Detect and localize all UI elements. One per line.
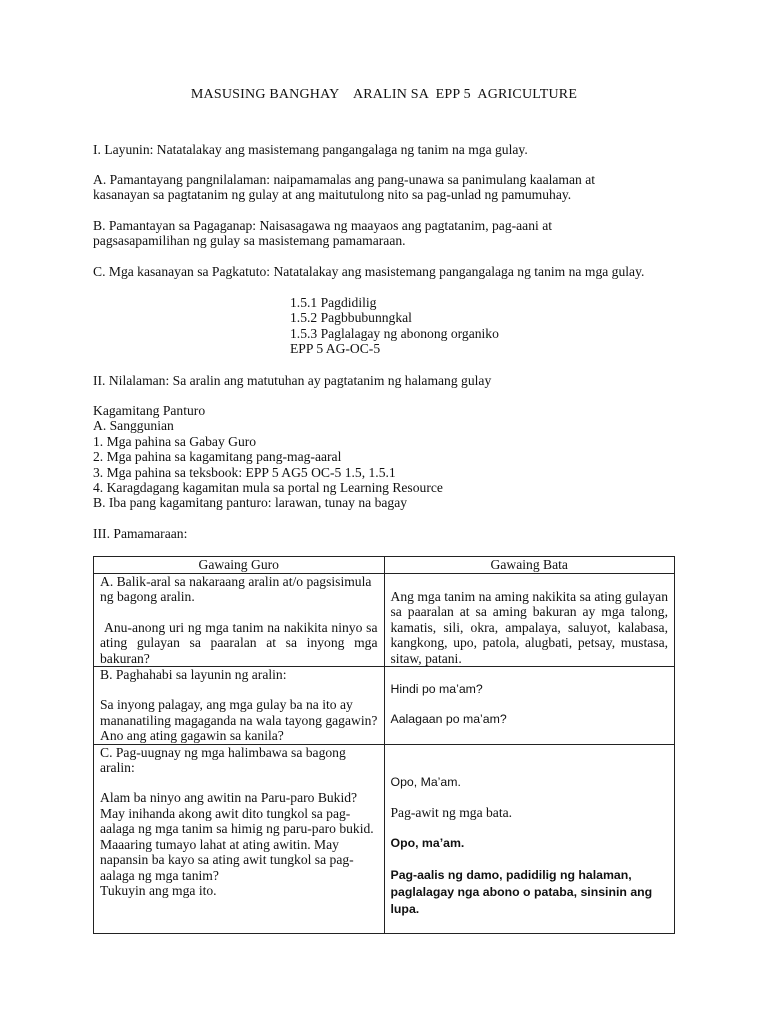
kasanayan: [93, 264, 683, 279]
pamamaraan: [93, 526, 683, 541]
layunin-text: I. Layunin: Natatalakay ang masistemang pangangalaga ng tanim na mga gulay.: [93, 142, 528, 157]
header-gawaing-guro: Gawaing Guro: [94, 557, 385, 574]
list-item: 1.5.3 Paglalagay ng abonong organiko: [290, 325, 499, 341]
list-item: 2. Mga pahina sa kagamitang pang-mag-aaral: [93, 449, 342, 465]
list-item: B. Iba pang kagamitang panturo: larawan, tunay na bagay: [93, 495, 408, 511]
pamantayang-pangnilalaman-line-2: kasanayan sa pagtatanim ng gulay at ang maitutulong nito sa pag-unlad ng pamumuhay.: [93, 187, 572, 203]
table-row: [94, 744, 675, 933]
list-item: 1. Mga pahina sa Gabay Guro: [93, 433, 257, 449]
table-row: [94, 574, 675, 667]
pamantayang-pangnilalaman-line-1: A. Pamantayang pangnilalaman: naipamamalas ang pang-unawa sa panimulang kaalaman at: [93, 172, 596, 187]
list-item: 4. Karagdagang kagamitan mula sa portal ng Learning Resource: [93, 480, 443, 496]
student-answer: Hindi po ma’am?: [390, 682, 483, 697]
pamantayan-sa-pagaganap-line-1: B. Pamantayan sa Pagaganap: Naisasagawa ng maayaos ang pagtatanim, pag-aani at: [93, 218, 553, 233]
teacher-question: Alam ba ninyo ang awitin na Paru-paro Bukid? May inihanda akong awit dito tungkol sa pag-aalaga ng mga tanim sa himig ng paru-paro bukid. Maaaring tumayo lahat at ating awitin. May napansin ba kayo sa ating awit tungkol sa pag-aalaga ng mga tanim?: [100, 790, 374, 883]
guro-cell: [94, 744, 385, 933]
document-title: MASUSING BANGHAY ARALIN SA EPP 5 AGRICULTURE: [190, 87, 578, 102]
header-gawaing-bata: Gawaing Bata: [384, 557, 675, 574]
pamantayan-sa-pagaganap: [93, 218, 683, 249]
student-answer: Opo, ma’am.: [390, 836, 465, 851]
bata-cell: [384, 667, 675, 745]
bata-cell: [384, 574, 675, 667]
list-item: EPP 5 AG-OC-5: [290, 341, 381, 357]
student-answer: Ang mga tanim na aming nakikita sa ating gulayan sa paaralan at sa aming bakuran ay mga talong, kamatis, sili, okra, ampalaya, saluyot, kalabasa, kangkong, upo, patola, alugbati, petsay, mustasa, sitaw, patani.: [390, 589, 668, 666]
guro-cell: [94, 574, 385, 667]
guro-cell: [94, 667, 385, 745]
row-heading: B. Paghahabi sa layunin ng aralin:: [100, 667, 287, 683]
kagamitan-heading: Kagamitang Panturo: [93, 403, 206, 418]
nilalaman-text: II. Nilalaman: Sa aralin ang matutuhan ay pagtatanim ng halamang gulay: [93, 373, 492, 388]
row-heading: C. Pag-uugnay ng mga halimbawa sa bagong aralin:: [100, 744, 346, 776]
teacher-question: Anu-anong uri ng mga tanim na nakikita ninyo sa ating gulayan sa paaralan at sa inyong mga bakuran?: [100, 619, 378, 666]
list-item: A. Sanggunian: [93, 418, 174, 434]
list-item: 1.5.2 Pagbbubunngkal: [290, 310, 412, 326]
student-answer: Pag-aalis ng damo, padidilig ng halaman, paglalagay nga abono o pataba, sinsinin ang lupa.: [390, 868, 653, 917]
teacher-instruction: Tukuyin ang mga ito.: [100, 882, 217, 898]
row-heading: A. Balik-aral sa nakaraang aralin at/o pagsisimula ng bagong aralin.: [100, 574, 372, 605]
kasanayan-list: [290, 295, 590, 357]
bata-cell: [384, 744, 675, 933]
pamamaraan-heading: III. Pamamaraan:: [93, 526, 188, 541]
table-header-row: [94, 557, 675, 574]
kasanayan-text: C. Mga kasanayan sa Pagkatuto: Natatalakay ang masistemang pangangalaga ng tanim na mga gulay.: [93, 264, 645, 279]
list-item: 1.5.1 Pagdidilig: [290, 295, 377, 310]
kagamitang-panturo: [93, 403, 683, 511]
teacher-question: Sa inyong palagay, ang mga gulay ba na ito ay mananatiling magaganda na wala tayong gagawin? Ano ang ating gagawin sa kanila?: [100, 697, 378, 744]
layunin: [93, 142, 683, 157]
student-answer: Pag-awit ng mga bata.: [390, 805, 513, 821]
lesson-table: [93, 556, 675, 934]
nilalaman: [93, 373, 683, 388]
list-item: 3. Mga pahina sa teksbook: EPP 5 AG5 OC-5 1.5, 1.5.1: [93, 464, 396, 480]
pamantayan-sa-pagaganap-line-2: pagsasapamilihan ng gulay sa masistemang pamamaraan.: [93, 233, 406, 249]
student-answer: Aalagaan po ma’am?: [390, 712, 507, 727]
pamantayang-pangnilalaman: [93, 172, 683, 203]
student-answer: Opo, Ma’am.: [390, 774, 461, 789]
table-row: [94, 667, 675, 745]
